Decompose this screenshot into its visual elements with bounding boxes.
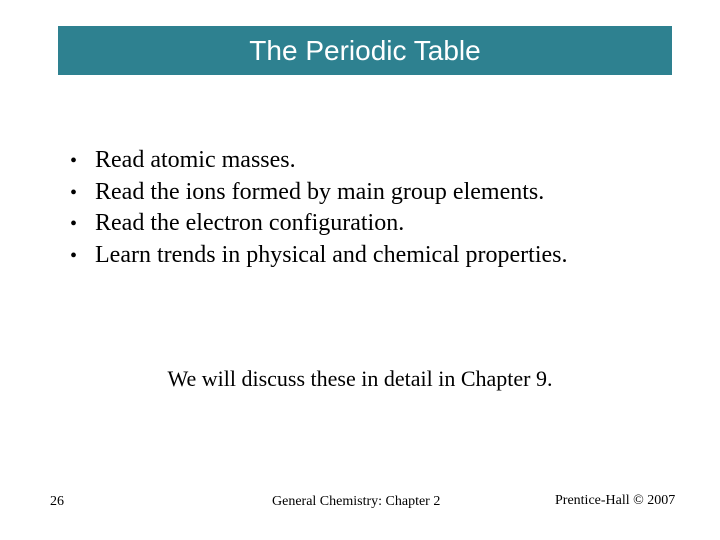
bullet-icon: • — [70, 244, 78, 267]
title-bar — [58, 26, 672, 75]
bullet-list — [70, 145, 568, 271]
bullet-item — [70, 208, 568, 240]
bullet-text: Read the electron configuration. — [95, 210, 405, 236]
bullet-text: Learn trends in physical and chemical properties. — [95, 241, 568, 268]
bullet-text: Read the ions formed by main group elements. — [95, 178, 545, 205]
bullet-item — [70, 145, 568, 177]
footer-copyright: Prentice-Hall © 2007 — [555, 493, 676, 508]
page-number: 26 — [50, 494, 64, 509]
bullet-icon: • — [70, 213, 78, 235]
bullet-icon: • — [70, 150, 78, 172]
footer-course: General Chemistry: Chapter 2 — [272, 494, 441, 509]
slide-title: The Periodic Table — [249, 34, 481, 66]
chapter-note: We will discuss these in detail in Chapter 9. — [167, 366, 553, 391]
bullet-icon: • — [70, 181, 78, 204]
bullet-item — [70, 177, 568, 209]
bullet-text: Read atomic masses. — [95, 147, 296, 173]
bullet-item — [70, 240, 568, 272]
